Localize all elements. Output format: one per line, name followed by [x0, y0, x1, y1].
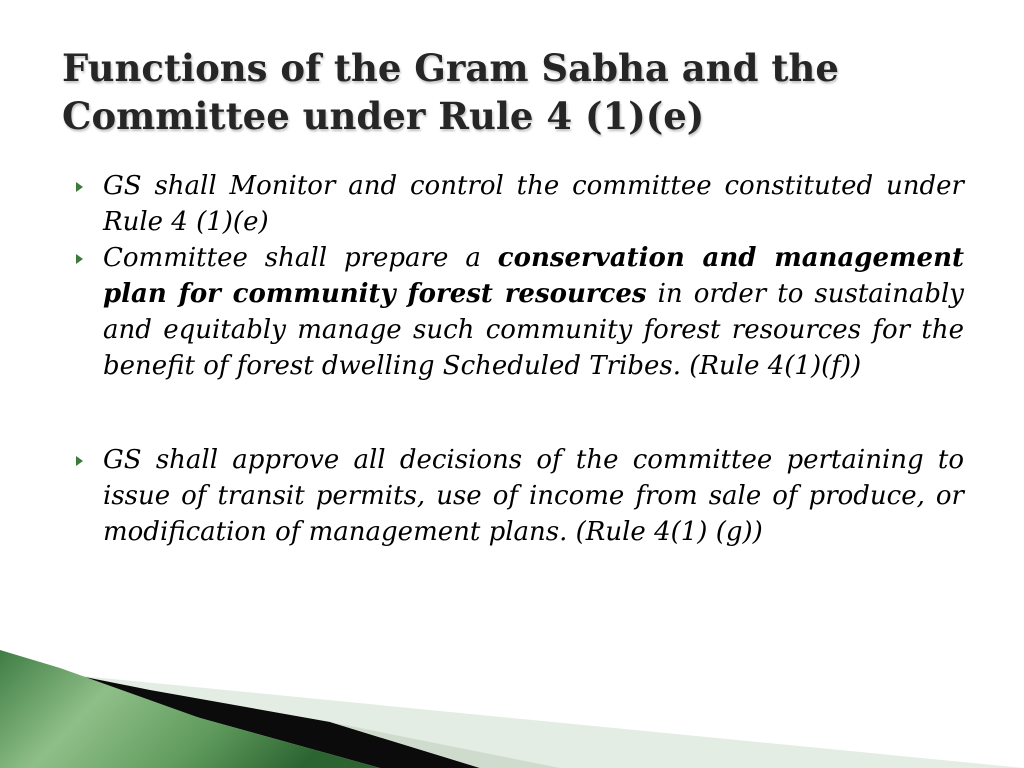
decor-pale-band [0, 668, 1024, 768]
bullet-3-text: GS shall approve all decisions of the committee pertaining to issue of transit permits, use of income from sale of produce, or modification of management plans. (Rule 4(1) (g)) [103, 445, 964, 547]
bullet-2-post: in order to sustainably and equitably manage such community forest resources for the benefit of forest dwelling Scheduled Tribes. (Rule 4(1)(f)) [103, 279, 964, 381]
bullet-item-2 [76, 240, 964, 384]
decor-light-sliver [330, 722, 560, 768]
bullet-arrow-icon [76, 254, 83, 264]
slide-title [62, 44, 982, 140]
bullet-list [76, 168, 964, 550]
bullet-2-bold: conservation and management plan for community forest resources [103, 243, 964, 309]
bullet-item-3 [76, 442, 964, 550]
bullet-2-pre: Committee shall prepare a [103, 243, 498, 273]
decor-black-stripe [40, 668, 480, 768]
decor-green-band [0, 650, 380, 768]
bullet-arrow-icon [76, 456, 83, 466]
bullet-arrow-icon [76, 182, 83, 192]
bullet-item-1 [76, 168, 964, 240]
title-line-1: Functions of the Gram Sabha and the [62, 46, 839, 90]
bullet-1-text: GS shall Monitor and control the committee constituted under Rule 4 (1)(e) [103, 171, 964, 237]
title-line-2: Committee under Rule 4 (1)(e) [62, 94, 705, 138]
